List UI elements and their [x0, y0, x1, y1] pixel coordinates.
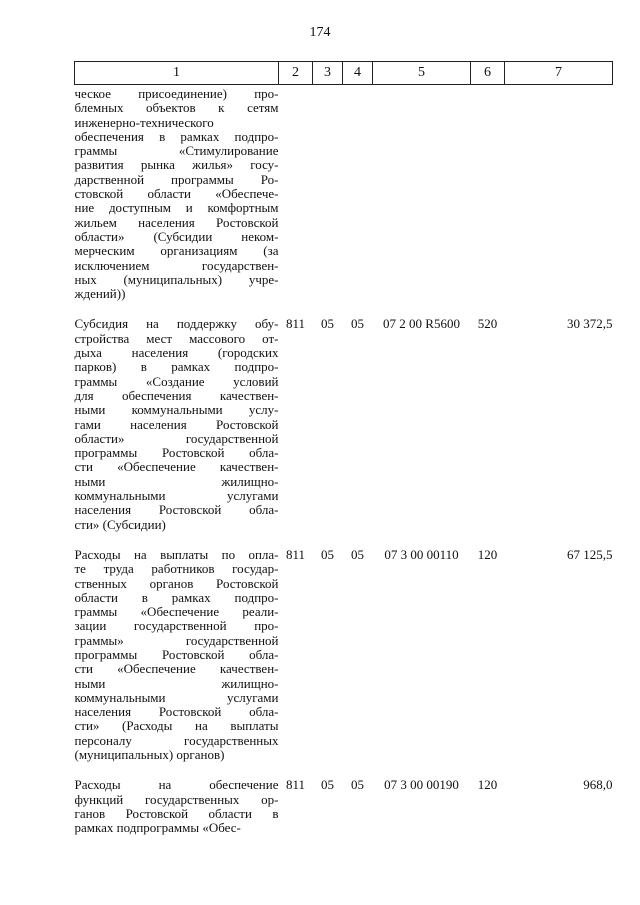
ministry-code: 811	[285, 316, 306, 332]
description-line: населения Ростовской обла-	[74, 502, 279, 518]
ministry-code: 811	[285, 546, 306, 562]
section-code: 05	[321, 546, 334, 562]
description-line: ными коммунальными услу-	[74, 402, 279, 418]
row-description	[75, 85, 279, 318]
description-line: ческое присоединение) про-	[74, 86, 279, 101]
description-line: парков) в рамках подпро-	[74, 359, 279, 375]
description-line: мерческим организациям (за	[74, 243, 279, 259]
description-line: те труда работников государ-	[74, 561, 279, 577]
description-line: области» (Субсидии неком-	[74, 228, 279, 244]
amount: 67 125,5	[567, 546, 613, 562]
description-line: сти «Обеспечение качествен-	[74, 459, 279, 475]
subsection-code: 05	[351, 316, 364, 332]
target-article-code: 07 3 00 00190	[384, 777, 459, 793]
description-line: Расходы на обеспечение	[74, 777, 279, 793]
description-line: программы Ростовской обла-	[74, 646, 279, 662]
description-line: зации государственной про-	[74, 618, 279, 634]
ministry-code: 811	[285, 777, 306, 793]
description-line: ние доступным и комфортным	[74, 200, 279, 216]
description-line: сти «Обеспечение качествен-	[74, 661, 279, 677]
description-line: для обеспечения качествен-	[74, 387, 279, 403]
description-line: граммы «Создание условий	[74, 373, 279, 389]
description-line: инженерно-технического	[74, 114, 214, 130]
description-line: программы Ростовской обла-	[74, 445, 279, 461]
description-line: граммы «Обеспечение реали-	[74, 604, 279, 620]
expense-type-code: 120	[477, 777, 498, 793]
description-line: коммунальными услугами	[74, 689, 279, 705]
description-line: стовской области «Обеспече-	[74, 186, 279, 202]
description-line: ждений))	[74, 286, 126, 302]
column-header-1: 1	[75, 62, 279, 85]
description-line: Субсидия на поддержку обу-	[74, 316, 279, 332]
description-line: блемных объектов к сетям	[74, 100, 279, 116]
column-header-2: 2	[279, 62, 313, 85]
section-code: 05	[321, 316, 334, 332]
description-line: (муниципальных) органов)	[74, 747, 225, 763]
description-line: коммунальными услугами	[74, 488, 279, 504]
description-line: населения Ростовской обла-	[74, 704, 279, 720]
description-line: сти» (Расходы на выплаты	[74, 718, 279, 734]
description-line: стройства мест массового от-	[74, 330, 279, 346]
expense-type-code: 120	[477, 546, 498, 562]
description-line: функций государственных ор-	[74, 791, 279, 807]
row-description	[75, 317, 279, 547]
amount: 968,0	[583, 777, 613, 793]
expense-type-code	[471, 85, 505, 318]
subsection-code: 05	[351, 777, 364, 793]
description-line: ных (муниципальных) учре-	[74, 271, 279, 287]
description-line: персоналу государственных	[74, 732, 279, 748]
column-header-3: 3	[313, 62, 343, 85]
table-row	[75, 317, 613, 547]
target-article-code	[373, 85, 471, 318]
description-line: обеспечения в рамках подпро-	[74, 128, 279, 144]
row-description	[75, 778, 279, 851]
description-line: развития рынка жилья» госу-	[74, 157, 279, 173]
description-line: граммы» государственной	[74, 632, 279, 648]
table-row	[75, 85, 613, 318]
target-article-code: 07 3 00 00110	[384, 546, 459, 562]
budget-table	[74, 61, 613, 852]
amount	[505, 85, 613, 318]
table-row	[75, 778, 613, 851]
row-description	[75, 548, 279, 778]
column-header-7: 7	[505, 62, 613, 85]
table-row	[75, 548, 613, 778]
subsection-code: 05	[351, 546, 364, 562]
section-code	[313, 85, 343, 318]
description-line: дарственной программы Ро-	[74, 171, 279, 187]
column-header-6: 6	[471, 62, 505, 85]
description-line: ными жилищно-	[74, 675, 279, 691]
amount: 30 372,5	[567, 316, 613, 332]
description-line: дыха населения (городских	[74, 345, 279, 361]
header-row	[75, 62, 613, 85]
description-line: граммы «Стимулирование	[74, 143, 279, 159]
column-header-4: 4	[343, 62, 373, 85]
description-line: исключением государствен-	[74, 257, 279, 273]
description-line: области» государственной	[74, 430, 279, 446]
description-line: рамках подпрограммы «Обес-	[74, 820, 241, 836]
description-line: ными жилищно-	[74, 473, 279, 489]
expense-type-code: 520	[477, 316, 498, 332]
description-line: области в рамках подпро-	[74, 589, 279, 605]
description-line: жильем населения Ростовской	[74, 214, 279, 230]
page-number: 174	[309, 25, 331, 40]
section-code: 05	[321, 777, 334, 793]
target-article-code: 07 2 00 R5600	[383, 316, 460, 332]
description-line: сти» (Субсидии)	[74, 516, 166, 532]
description-line: гами населения Ростовской	[74, 416, 279, 432]
description-line: ственных органов Ростовской	[74, 575, 279, 591]
ministry-code	[279, 85, 313, 318]
subsection-code	[343, 85, 373, 318]
column-header-5: 5	[373, 62, 471, 85]
description-line: Расходы на выплаты по опла-	[74, 546, 279, 562]
description-line: ганов Ростовской области в	[74, 805, 279, 821]
